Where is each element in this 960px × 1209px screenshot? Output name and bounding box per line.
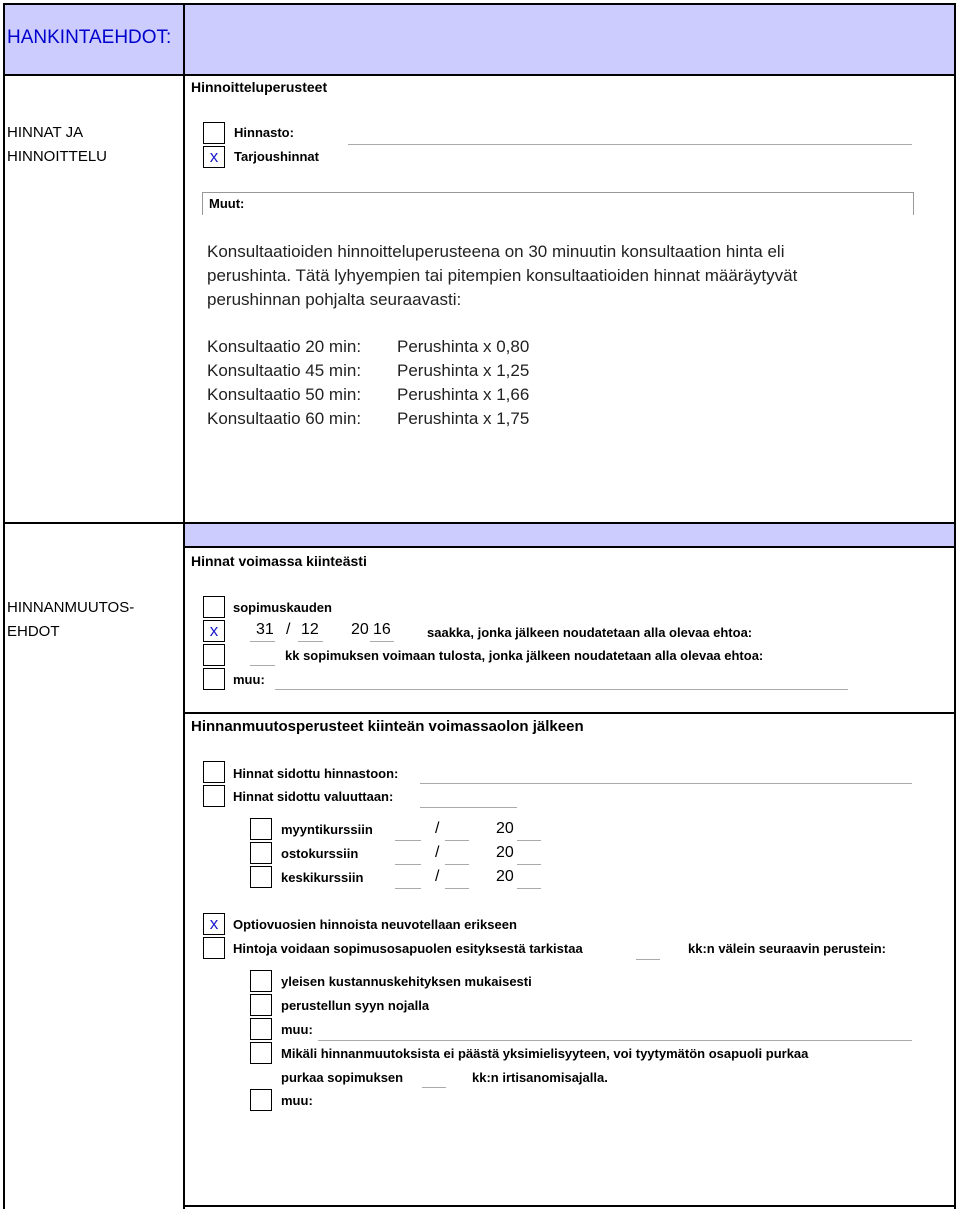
rate-year-field[interactable] [517,888,541,889]
date-separator: / [286,621,291,638]
price-list-field[interactable] [348,144,912,145]
rate-checkbox[interactable] [250,866,272,888]
basis-other-field[interactable] [318,1040,912,1041]
rate-month-field[interactable] [445,864,469,865]
after-fixed-section-title: Hinnanmuutosperusteet kiinteän voimassaolon jälkeen [191,718,584,735]
rate-label: keskikurssiin [281,870,364,885]
mid-band-right [185,523,956,547]
rate-formula: Perushinta x 1,25 [397,361,530,380]
rate-name: Konsultaatio 60 min: [207,409,362,428]
rate-label: myyntikurssiin [281,822,373,837]
months-field[interactable] [250,665,275,666]
date-year-field[interactable] [370,641,394,642]
price-change-other-checkbox[interactable] [203,668,225,690]
option-years-label: Optiovuosien hinnoista neuvotellaan erikseen [233,917,517,932]
price-change-row-label-2: EHDOT [7,623,60,640]
tender-prices-label: Tarjoushinnat [234,149,319,164]
termination-prefix: purkaa sopimuksen [281,1070,404,1085]
termination-suffix: kk:n irtisanomisajalla. [472,1070,608,1085]
rate-day-field[interactable] [395,888,421,889]
months-from-start-text: kk sopimuksen voimaan tulosta, jonka jälkeen noudatetaan alla olevaa ehtoa: [285,648,764,663]
after-fixed-top [185,712,956,714]
date-month[interactable]: 12 [301,621,319,638]
bottom-border [185,1205,956,1207]
pricing-row-label-1: HINNAT JA [7,124,84,141]
rate-separator: / [435,868,440,885]
rate-year: 20 [496,868,514,885]
rate-label: ostokurssiin [281,846,359,861]
price-list-label: Hinnasto: [234,125,294,140]
contract-period-checkbox[interactable] [203,596,225,618]
price-list-checkbox[interactable] [203,122,225,144]
pricing-body-line-1: Konsultaatioiden hinnoitteluperusteena on 30 minuutin konsultaation hinta eli [207,242,785,261]
review-label: Hintoja voidaan sopimusosapuolen esityksestä tarkistaa [233,941,583,956]
basis-checkbox[interactable] [250,1018,272,1040]
rate-day-field[interactable] [395,864,421,865]
rate-month-field[interactable] [445,888,469,889]
rate-separator: / [435,820,440,837]
rate-formula: Perushinta x 1,75 [397,409,530,428]
basis-checkbox[interactable] [250,1042,272,1064]
price-change-section-title: Hinnat voimassa kiinteästi [191,553,367,569]
tied-currency-field[interactable] [420,807,517,808]
rate-year: 20 [496,844,514,861]
tied-currency-checkbox[interactable] [203,785,225,807]
rate-checkbox[interactable] [250,818,272,840]
fixed-until-text: saakka, jonka jälkeen noudatetaan alla olevaa ehtoa: [427,625,753,640]
rate-formula: Perushinta x 1,66 [397,385,530,404]
date-day-field[interactable] [250,641,275,642]
tied-price-list-checkbox[interactable] [203,761,225,783]
top-border [3,3,956,5]
left-border [3,3,5,1209]
basis-checkbox[interactable] [250,970,272,992]
rate-separator: / [435,844,440,861]
date-year-suffix[interactable]: 16 [373,621,391,638]
pricing-body-line-2: perushinta. Tätä lyhyempien tai pitempien konsultaatioiden hinnat määräytyvät [207,266,798,285]
basis-checkbox[interactable] [250,994,272,1016]
pricing-row-label-2: HINNOITTELU [7,148,108,165]
mid-band-top [3,522,956,524]
basis-label: perustellun syyn nojalla [281,998,430,1013]
rate-year-field[interactable] [517,840,541,841]
date-day[interactable]: 31 [256,621,274,638]
price-change-row-label-1: HINNANMUUTOS- [7,599,135,616]
header-bottom-border [3,74,956,76]
rate-name: Konsultaatio 20 min: [207,337,362,356]
last-other-label: muu: [281,1093,313,1108]
rate-name: Konsultaatio 50 min: [207,385,362,404]
months-from-start-checkbox[interactable] [203,644,225,666]
contract-period-label: sopimuskauden [233,600,332,615]
fixed-until-date-checkbox[interactable]: x [203,620,225,642]
review-suffix: kk:n välein seuraavin perustein: [688,941,886,956]
price-change-other-label: muu: [233,672,265,687]
termination-months-field[interactable] [422,1087,446,1088]
right-border [954,3,956,1209]
other-field[interactable] [202,192,914,215]
last-other-checkbox[interactable] [250,1089,272,1111]
basis-label: muu: [281,1022,313,1037]
rate-year-field[interactable] [517,864,541,865]
tied-price-list-label: Hinnat sidottu hinnastoon: [233,766,399,781]
review-checkbox[interactable] [203,937,225,959]
rate-name: Konsultaatio 45 min: [207,361,362,380]
price-change-other-field[interactable] [275,689,848,690]
tender-prices-checkbox[interactable]: x [203,146,225,168]
pricing-body-line-3: perushinnan pohjalta seuraavasti: [207,290,462,309]
basis-label: Mikäli hinnanmuutoksista ei päästä yksimielisyyteen, voi tyytymätön osapuoli purkaa [281,1046,809,1061]
option-years-checkbox[interactable]: x [203,913,225,935]
tied-currency-label: Hinnat sidottu valuuttaan: [233,789,394,804]
rate-year: 20 [496,820,514,837]
rate-day-field[interactable] [395,840,421,841]
review-months-field[interactable] [636,959,660,960]
date-month-field[interactable] [298,641,323,642]
basis-label: yleisen kustannuskehityksen mukaisesti [281,974,532,989]
rate-formula: Perushinta x 0,80 [397,337,530,356]
date-year-prefix: 20 [351,621,369,638]
mid-band-bottom [185,546,956,548]
rate-month-field[interactable] [445,840,469,841]
other-label: Muut: [209,196,245,211]
rate-checkbox[interactable] [250,842,272,864]
pricing-section-title: Hinnoitteluperusteet [191,79,328,95]
page-title: HANKINTAEHDOT: [7,27,172,48]
tied-price-list-field[interactable] [420,783,912,784]
column-divider [183,3,185,1209]
